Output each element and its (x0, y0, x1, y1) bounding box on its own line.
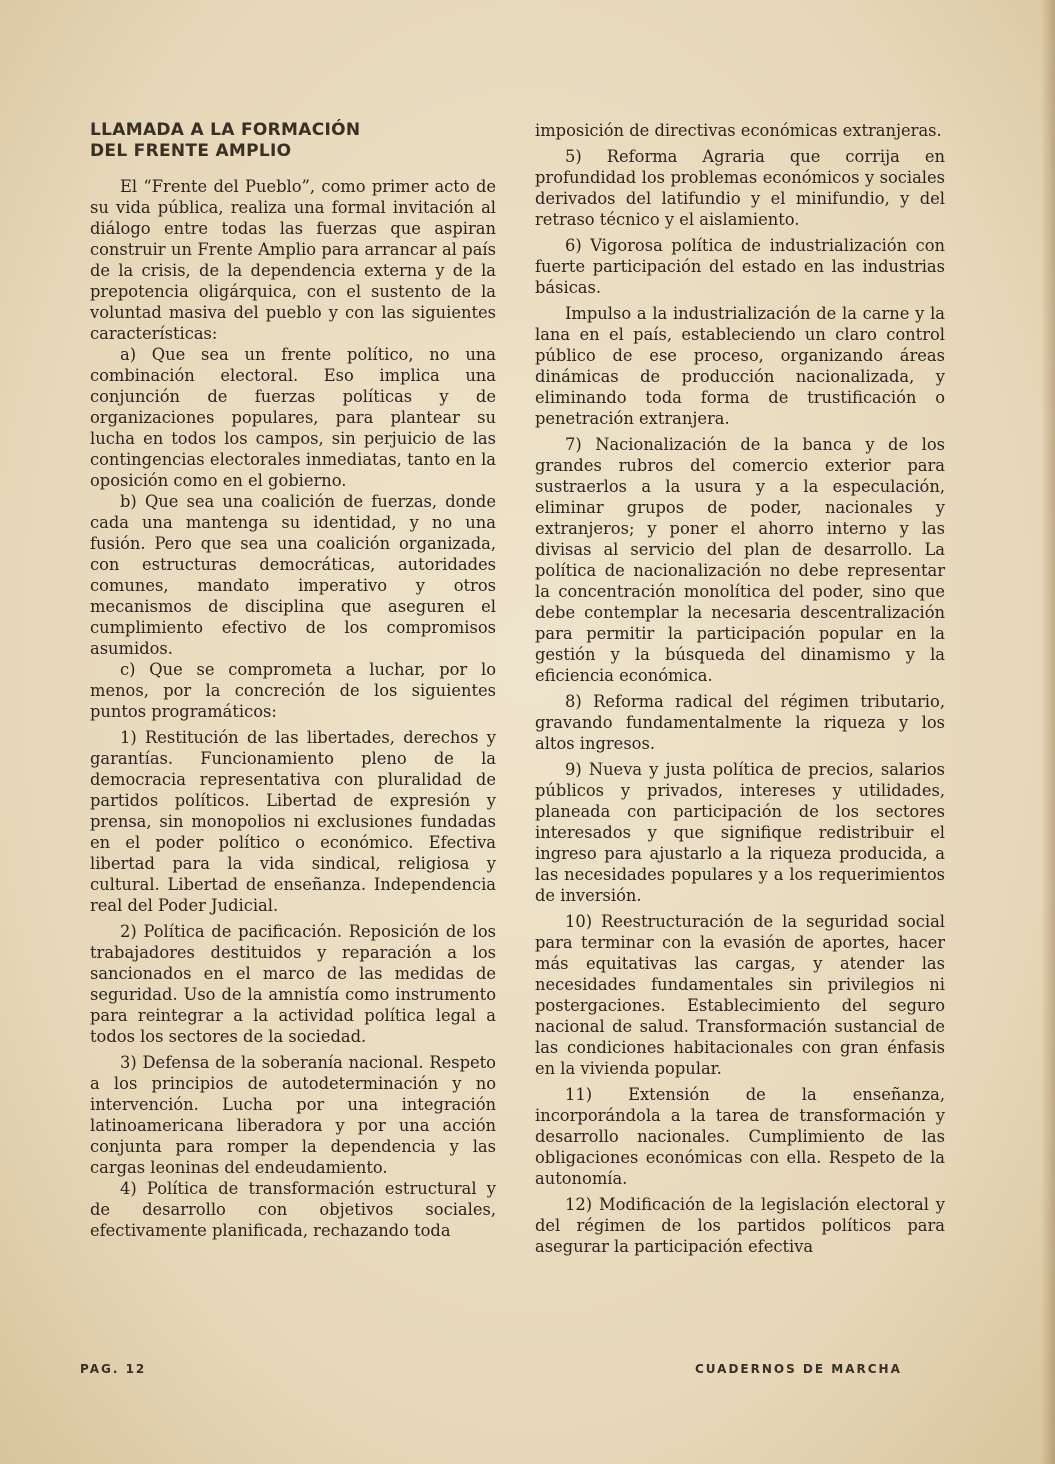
paragraph: 8) Reforma radical del régimen tributario, gravando fundamentalmente la riqueza y los altos ingresos. (535, 692, 945, 753)
paragraph: 4) Política de transformación estructural y de desarrollo con objetivos sociales, efectivamente planificada, rechazando toda (90, 1179, 496, 1240)
paragraph: 1) Restitución de las libertades, derechos y garantías. Funcionamiento pleno de la democracia representativa con pluralidad de partidos políticos. Libertad de expresión y prensa, sin monopolios ni exclusiones fundadas en el poder político o económico. Efectiva libertad para la vida sindical, religiosa y cultural. Libertad de enseñanza. Independencia real del Poder Judicial. (90, 728, 496, 915)
heading-line-2: DEL FRENTE AMPLIO (90, 141, 292, 161)
paragraph: 11) Extensión de la enseñanza, incorporándola a la tarea de transformación y desarrollo nacionales. Cumplimiento de las obligaciones económicas con ella. Respeto de la autonomía. (535, 1085, 945, 1188)
paragraph: 12) Modificación de la legislación electoral y del régimen de los partidos políticos para asegurar la participación efectiva (535, 1195, 945, 1256)
paragraph: 9) Nueva y justa política de precios, salarios públicos y privados, intereses y utilidades, planeada con participación de los sectores interesados y que signifique redistribuir el ingreso para ajustarlo a la riqueza producida, a las necesidades populares y a los requerimientos de inversión. (535, 760, 945, 905)
paragraph: Impulso a la industrialización de la carne y la lana en el país, estableciendo un claro control público de ese proceso, organizando áreas dinámicas de producción nacionalizada, y eliminando toda forma de trustificación o penetración extranjera. (535, 304, 945, 428)
page-number: PAG. 12 (80, 1362, 147, 1376)
paragraph: 6) Vigorosa política de industrialización con fuerte participación del estado en las industrias básicas. (535, 236, 945, 297)
right-column (535, 120, 945, 1257)
paragraph: 3) Defensa de la soberanía nacional. Respeto a los principios de autodeterminación y no intervención. Lucha por una integración latinoamericana liberadora y por una acción conjunta para romper la dependencia y las cargas leoninas del endeudamiento. (90, 1053, 496, 1177)
paragraph: 2) Política de pacificación. Reposición de los trabajadores destituidos y reparación a los sancionados en el marco de las medidas de seguridad. Uso de la amnistía como instrumento para reintegrar a la actividad política legal a todos los sectores de la sociedad. (90, 922, 496, 1046)
paragraph: El “Frente del Pueblo”, como primer acto de su vida pública, realiza una formal invitación al diálogo entre todas las fuerzas que aspiran construir un Frente Amplio para arrancar al país de la crisis, de la dependencia externa y de la prepotencia oligárquica, con el sustento de la voluntad masiva del pueblo y con las siguientes características: (90, 177, 496, 343)
page-edge-shadow (1041, 0, 1055, 1464)
heading-line-1: LLAMADA A LA FORMACIÓN (90, 120, 361, 140)
article-heading (90, 120, 496, 162)
paragraph: c) Que se comprometa a luchar, por lo menos, por la concreción de los siguientes puntos programáticos: (90, 660, 496, 721)
paragraph: imposición de directivas económicas extranjeras. (535, 121, 942, 140)
publication-name: CUADERNOS DE MARCHA (695, 1362, 902, 1376)
paragraph: 7) Nacionalización de la banca y de los grandes rubros del comercio exterior para sustraerlos a la usura y a la especulación, eliminar grupos de poder, nacionales y extranjeros; y poner el ahorro interno y las divisas al servicio del plan de desarrollo. La política de nacionalización no debe representar la concentración monolítica del poder, sino que debe contemplar la necesaria descentralización para permitir la participación popular en la gestión y la búsqueda del dinamismo y la eficiencia económica. (535, 435, 945, 685)
paragraph: a) Que sea un frente político, no una combinación electoral. Eso implica una conjunción de fuerzas políticas y de organizaciones populares, para plantear su lucha en todos los campos, sin perjuicio de las contingencias electorales inmediatas, tanto en la oposición como en el gobierno. (90, 345, 496, 490)
paragraph: 5) Reforma Agraria que corrija en profundidad los problemas económicos y sociales derivados del latifundio y el minifundio, y del retraso técnico y el aislamiento. (535, 147, 945, 229)
left-column (90, 120, 496, 1241)
paragraph: b) Que sea una coalición de fuerzas, donde cada una mantenga su identidad, y no una fusión. Pero que sea una coalición organizada, con estructuras democráticas, autoridades comunes, mandato imperativo y otros mecanismos de disciplina que aseguren el cumplimiento efectivo de los compromisos asumidos. (90, 492, 496, 658)
paragraph: 10) Reestructuración de la seguridad social para terminar con la evasión de aportes, hacer más equitativas las cargas, y atender las necesidades fundamentales sin privilegios ni postergaciones. Establecimiento del seguro nacional de salud. Transformación sustancial de las condiciones habitacionales con gran énfasis en la vivienda popular. (535, 912, 945, 1078)
